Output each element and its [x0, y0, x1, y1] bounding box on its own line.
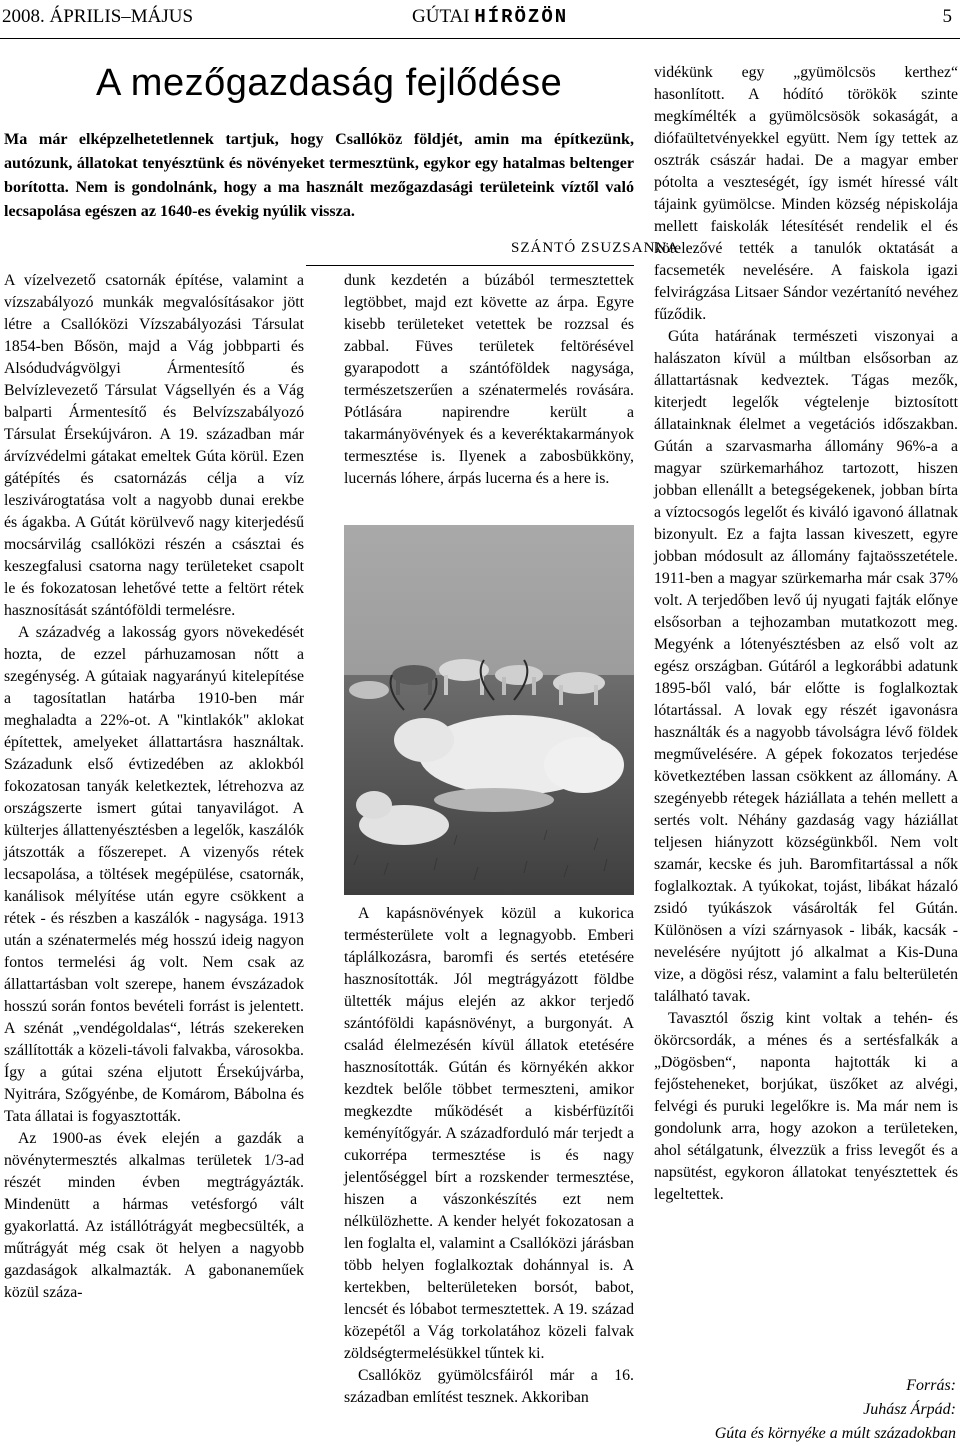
paragraph: vidékünk egy „gyümölcsös kerthez“ hasonlított. A hódító törökök szinte megkímélték a gyümölcsösök sokaságát, a diófaültetvényekkel együtt. Nem így tettek az osztrák császár hadai. De a magyar ember pótolta a veszteségét, így ismét híressé vált tájaink gyümölcse. Minden község népiskolája mellett faiskolák létesítését rendelik el és kötelezővé tették a tanulók oktatását a facsemeték nevelésére. A faiskola igazi felvirágzása Litsaer Sándor vezértanító nevéhez fűződik.: [654, 64, 958, 323]
source-work: Gúta és környéke a múlt századokban: [714, 1425, 956, 1442]
article-author: SZÁNTÓ ZSUZSANNA: [511, 240, 680, 256]
paragraph: A századvég a lakosság gyors növekedését hozta, de ezzel párhuzamosan nőtt a szegénység. A gútaiak nagyarányú kitelepítése a tagosítatlan határba 1910-ben már meghaladta a 22%-ot. A "kintlakók" aklokat építettek, amelyeket állattartásra használtak. Századunk első évtizedében az aklokból fokozatosan tanyák keletkeztek, létrehozva az országszerte ismert gútai tanyavilágot. A külterjes állattenyésztésben a legelők, kaszálók játszották a főszerepet. A vizenyős rétek lecsapolása, a töltések megépülése, csatornák, kanálisok mélyítése után egyre csökkent a rétek - és részben a kaszálók - nagysága. 1913 után a szénatermelés még hosszú ideig nagyon fontos termelési ág volt. Nem csak az állattartásban volt szerepe, hanem évszázadok hosszú során fontos bevételi forrást is jelentett. A szénát „vendégoldalas“, létrás szekereken szállították a közeli-távoli falvakba, városokba. Így a gútai széna eljutott Érsekújvárba, Nyitrára, Szőgyénbe, de Komárom, Bábolna és Tata állatai is fogyasztották.: [4, 624, 304, 1125]
paragraph: Tavasztól őszig kint voltak a tehén- és ökörcsordák, a ménes és a sertésfalkák a „Dögösben“, naponta hajtották ki a fejősteheneket, borjúkat, üszőket az alvégi, felvégi és puruki legelőkre is. Ma már nem is gondolunk arra, hogy azokon a területeken, ahol sétálgatunk, élvezzük a friss levegőt és a napsütést, egykoron állatokat tenyésztettek és legeltettek.: [654, 1010, 958, 1203]
article-lead: Ma már elképzelhetetlennek tartjuk, hogy Csallóköz földjét, amin ma építkezünk, autózunk, állatokat tenyésztünk és növényeket termesztünk, egykor egy hatalmas beltenger borította. Nem is gondolnánk, hogy a ma használt mezőgazdasági területeink víztől való lecsapolása egészen az 1640-es évekig nyúlik vissza.: [4, 131, 634, 220]
column-3: [654, 62, 958, 1206]
paragraph: Az 1900-as évek elején a gazdák a növénytermesztés alkalmas területek 1/3-ad részét minden évben megtrágyázták. Mindenütt a hármas vetésforgó vált gyakorlattá. Az istállótrágyát megbecsülték, a műtrágyát még csak öt helyen a nagyobb gazdaságok alkalmazták. A gabonaneműek közül száza-: [4, 1130, 304, 1301]
publication-title: [412, 6, 568, 28]
paragraph: A vízelvezető csatornák építése, valamint a vízszabályozó munkák megvalósításakor jött létre a Csallóközi Vízszabályozási Társulat 1854-ben Bősön, majd a Vág jobbparti és Alsódudvágvölgyi Ármentesítő és Belvízlevezető Társulat Vágsellyén és a Vág balparti Ármentesítő és Belvízszabályozó Társulat Érsekújváron. A 19. században már árvízvédelmi gátakat emeltek Gúta körül. Ezen gátépítés és csatornázás célja a víz leszivárogtatása volt a nagyobb dunai erekbe és ágakba. A Gútát körülvevő nagy kiterjedésű mocsárvilág csallóközi részén a császtai és keszegfalusi csatorna nagy területeket csapolt le és fokozatosan lehetővé tette a feltört rétek hasznosítását szántóföldi termelésre.: [4, 272, 304, 619]
paragraph: A kapásnövények közül a kukorica termésterülete volt a legnagyobb. Emberi táplálkozásra, baromfi és sertés etetésére hasznosították. Jól megtrágyázott földbe ültették május elején az akkor terjedő szántóföldi kapásnövényt, a burgonyát. A család élelmezésén kívül állatok etetésére hasznosították. Gútán és környékén akkor kezdtek belőle többet termeszteni, amikor megkezdte működését a kisbérfüzítői keményítőgyár. A századforduló már terjedt a cukorrépa termesztése is és nagy jelentőséggel bírt a rozskender termesztése, hiszen a vászonkészítés ezt nem nélkülözhette. A kender helyét fokozatosan a len foglalta el, valamint a Csallóközi járásban több helyen foglalkoztak dohánnyal is. A kertekben, belterületeken borsót, babot, lencsét és lóbabot termesztettek. A 19. század közepétől a Vág torkolatához közeli falvak zöldségtermelésükkel tűntek ki.: [344, 905, 634, 1362]
column-1: [4, 270, 304, 1304]
source-label: Forrás:: [906, 1377, 956, 1394]
paragraph: dunk kezdetén a búzából termesztettek legtöbbet, majd ezt követte az árpa. Egyre kisebb területeket vetettek be rozzsal és zabbal. Füves területek feltörésével gyarapodott a szántóföldek nagysága, természetszerűen a szénatermelés rovására. Pótlására napirendre került a takarmányövények és a keveréktakarmányok termesztése is. Ilyenek a zabosbükköny, lucernás lóhere, árpás lucerna és a here is.: [344, 272, 634, 487]
issue-date: 2008. ÁPRILIS–MÁJUS: [2, 6, 194, 27]
source-author: Juhász Árpád:: [863, 1401, 956, 1418]
paragraph: Csallóköz gyümölcsfáiról már a 16. században említést tesznek. Akkoriban: [344, 1367, 634, 1406]
article-source: [715, 1374, 956, 1446]
page-number: 5: [942, 6, 952, 27]
page-header: [0, 0, 960, 44]
publication-prefix: GÚTAI: [412, 6, 470, 27]
column-2-bottom: [344, 903, 634, 1409]
paragraph: Gúta határának természeti viszonyai a halászaton kívül a múltban elsősorban az állattartásnak kedveztek. Tágas mezők, kiterjedt legelők végtelenje biztosított állatainknak élelmet a vegetációs időszakban. Gútán a szarvasmarha állomány 96%-a a magyar szürkemarhához tartozott, hiszen jobban ellenállt a betegségekenek, jobban bírta a víztocsogós legelőt és kiváló igavonó állatnak bizonyult. Ez a fajta lassan kiveszett, egyre jobban módosult az állomány fajtaösszetétele. 1911-ben a magyar szürkemarha már csak 37% volt. A terjedőben levő új nyugati fajták előnye elsősorban a tejhozamban mutatkozott meg. Megyénk a lótenyésztésben az első volt az egész országban. Gútáról a legkorábbi adatunk 1895-ből való, bár előtte is foglalkoztak lótartással. A lovak egy részét igavonásra használták és a nagyobb távolságra lévő földek megművelésére. A gépek fokozatos terjedése következtében lassan csökkent az állomány. A szegényebb rétegek háziállata a tehén mellett a sertés volt. Néhány gazdaság vagy háziállat teljesen hiányzott községünkből. Nem volt szamár, kecske és juh. Baromfitartással a nők foglalkoztak. A tyúkokat, tojást, libákat házaló zsidó tyúkászok vásárolták fel Gútán. Különösen a vízi szárnyasok - libák, kacsák - nevelésére nyújtott jó alkalmat a Kis-Duna vize, a dögösi rész, valamint a falu belterületén található tavak.: [654, 328, 958, 1005]
article-title: A mezőgazdaság fejlődése: [96, 62, 563, 104]
publication-name: HÍRÖZÖN: [474, 6, 569, 28]
author-rule: [306, 265, 634, 266]
header-rule: [0, 38, 960, 39]
cattle-photo: [344, 525, 634, 895]
column-2-top: [344, 270, 634, 490]
